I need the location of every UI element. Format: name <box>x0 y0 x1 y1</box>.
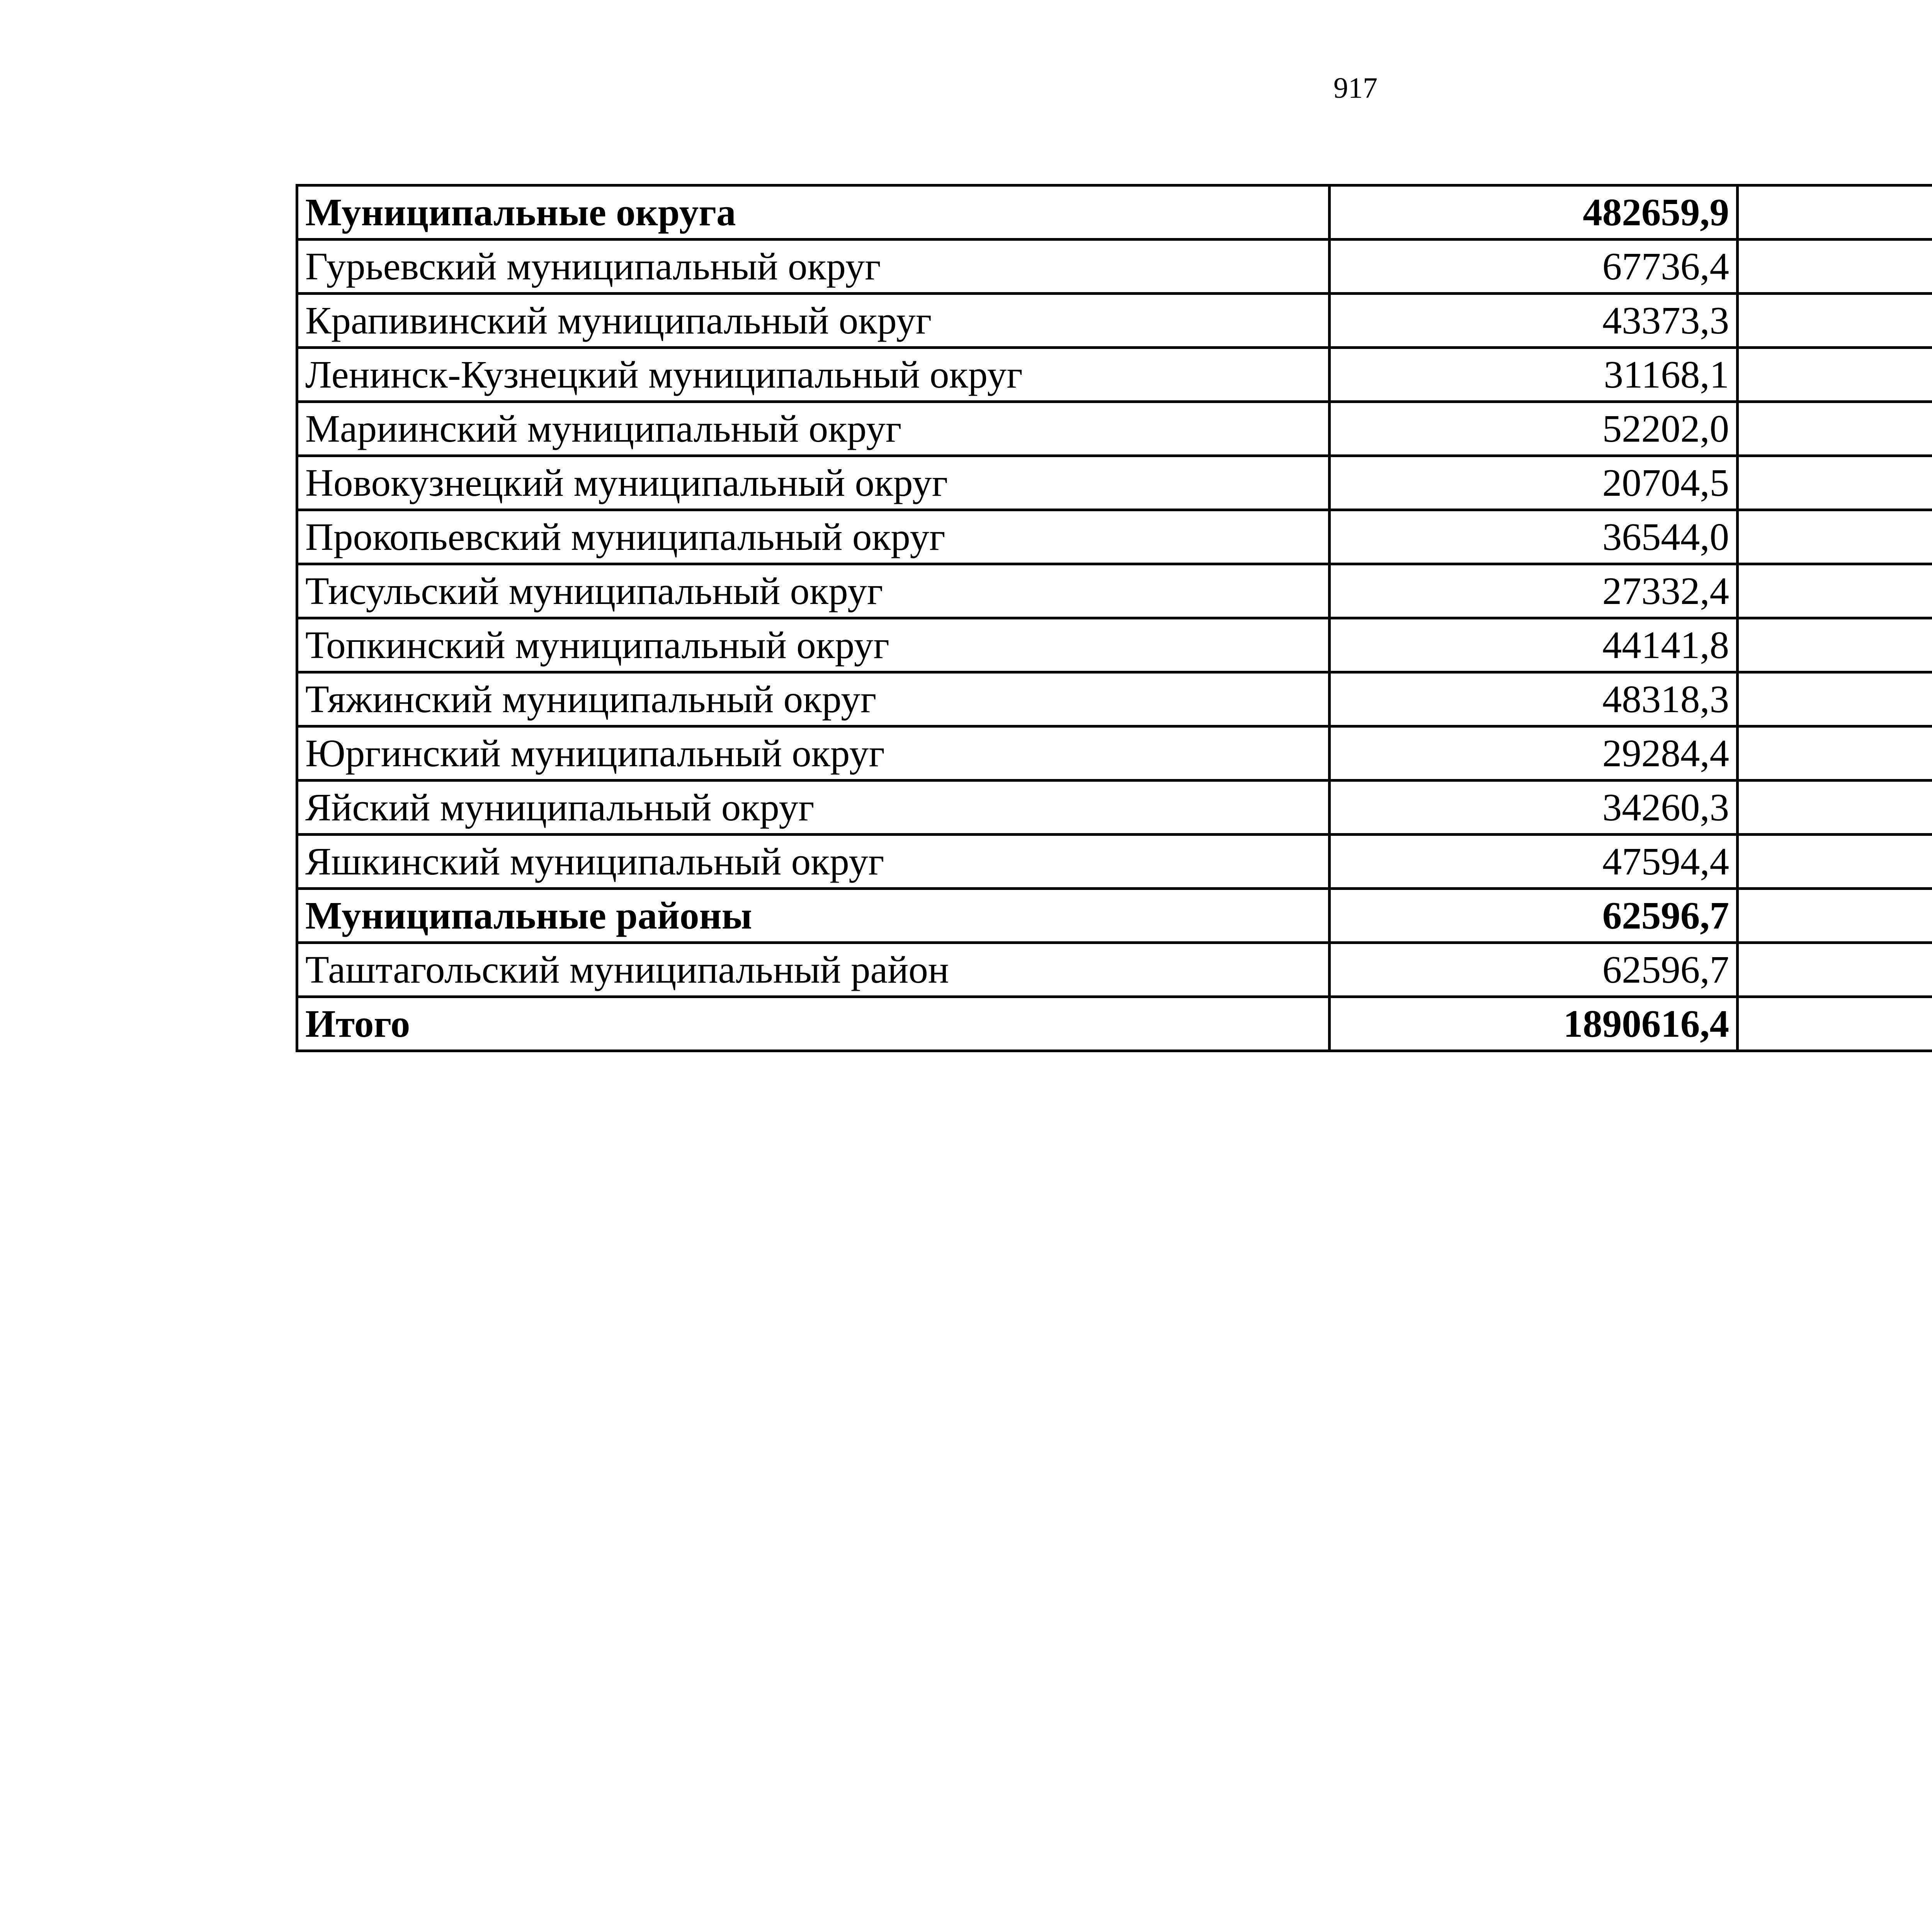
table-row <box>297 348 1932 402</box>
row-name: Тисульский муниципальный округ <box>297 564 1330 618</box>
row-value-2 <box>1738 835 1932 889</box>
row-name: Таштагольский муниципальный район <box>297 943 1330 997</box>
row-name: Гурьевский муниципальный округ <box>297 240 1330 294</box>
table-row <box>297 510 1932 564</box>
row-value-2 <box>1738 997 1932 1051</box>
table-row <box>297 781 1932 835</box>
row-name: Новокузнецкий муниципальный округ <box>297 456 1330 510</box>
row-name: Топкинский муниципальный округ <box>297 618 1330 672</box>
row-value-1: 34260,3 <box>1330 781 1738 835</box>
row-value-2 <box>1738 618 1932 672</box>
row-value-2 <box>1738 889 1932 943</box>
row-value-1: 36544,0 <box>1330 510 1738 564</box>
table-row <box>297 835 1932 889</box>
row-value-1: 1890616,4 <box>1330 997 1738 1051</box>
budget-table <box>296 184 1932 1052</box>
table-row <box>297 456 1932 510</box>
row-value-2 <box>1738 240 1932 294</box>
row-value-1: 62596,7 <box>1330 889 1738 943</box>
row-value-2 <box>1738 294 1932 348</box>
row-value-2 <box>1738 672 1932 726</box>
row-name: Яйский муниципальный округ <box>297 781 1330 835</box>
table-row <box>297 726 1932 781</box>
row-name: Прокопьевский муниципальный округ <box>297 510 1330 564</box>
row-name: Ленинск-Кузнецкий муниципальный округ <box>297 348 1330 402</box>
table-row <box>297 672 1932 726</box>
row-value-2 <box>1738 456 1932 510</box>
table-row <box>297 185 1932 240</box>
row-name: Муниципальные районы <box>297 889 1330 943</box>
row-value-2 <box>1738 726 1932 781</box>
row-value-1: 27332,4 <box>1330 564 1738 618</box>
row-value-2 <box>1738 510 1932 564</box>
table-row <box>297 294 1932 348</box>
row-value-1: 29284,4 <box>1330 726 1738 781</box>
row-value-2 <box>1738 402 1932 456</box>
row-value-1: 43373,3 <box>1330 294 1738 348</box>
table-row <box>297 618 1932 672</box>
row-name: Крапивинский муниципальный округ <box>297 294 1330 348</box>
row-value-2 <box>1738 348 1932 402</box>
row-value-1: 48318,3 <box>1330 672 1738 726</box>
row-value-2 <box>1738 781 1932 835</box>
row-value-1: 67736,4 <box>1330 240 1738 294</box>
row-value-1: 62596,7 <box>1330 943 1738 997</box>
table-row <box>297 997 1932 1051</box>
table-row <box>297 402 1932 456</box>
row-value-2 <box>1738 943 1932 997</box>
row-value-1: 482659,9 <box>1330 185 1738 240</box>
row-value-2 <box>1738 185 1932 240</box>
row-value-1: 44141,8 <box>1330 618 1738 672</box>
table-row <box>297 564 1932 618</box>
row-value-2 <box>1738 564 1932 618</box>
table-row <box>297 889 1932 943</box>
table-body <box>297 185 1932 1051</box>
row-value-1: 47594,4 <box>1330 835 1738 889</box>
row-name: Муниципальные округа <box>297 185 1330 240</box>
table-row <box>297 943 1932 997</box>
row-value-1: 31168,1 <box>1330 348 1738 402</box>
table-row <box>297 240 1932 294</box>
row-name: Юргинский муниципальный округ <box>297 726 1330 781</box>
row-name: Итого <box>297 997 1330 1051</box>
row-value-1: 20704,5 <box>1330 456 1738 510</box>
row-name: Тяжинский муниципальный округ <box>297 672 1330 726</box>
page-number: 917 <box>1333 72 1378 104</box>
row-value-1: 52202,0 <box>1330 402 1738 456</box>
row-name: Мариинский муниципальный округ <box>297 402 1330 456</box>
row-name: Яшкинский муниципальный округ <box>297 835 1330 889</box>
